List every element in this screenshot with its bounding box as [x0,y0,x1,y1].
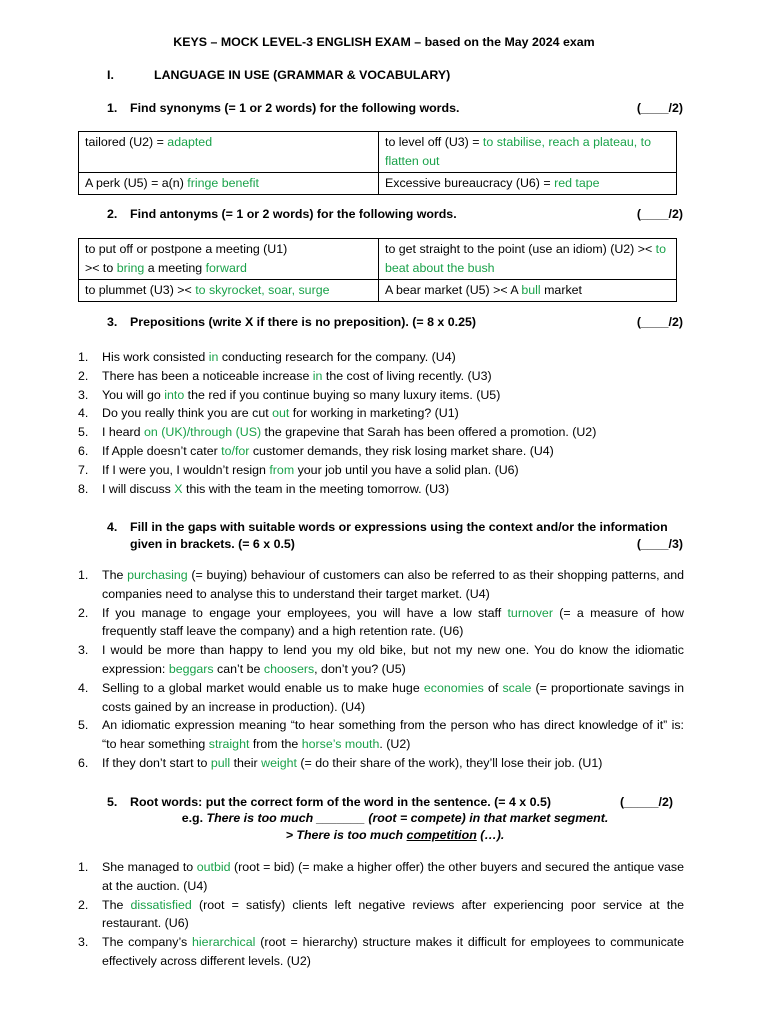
answer: bring [116,261,145,275]
answer: out [272,406,290,421]
example-sentence: There is too much _______ (root = compete) in that market segment. [206,811,609,825]
section-number: I. [107,68,114,82]
q1-heading [107,101,683,115]
answer: on (UK)/through (US) [144,425,262,440]
table-cell: tailored (U2) = adapted [79,132,379,173]
q1-heading-text: Find synonyms (= 1 or 2 words) for the following words. [130,101,460,115]
list-item: 5. An idiomatic expression meaning “to hear something from the person who has direct knowledge of it” is: “to hear something straight from the horse’s mouth. (U2) [78,718,684,752]
answer: weight [261,755,297,770]
q4-score: (____/3) [636,537,683,551]
table-cell: to plummet (U3) >< to skyrocket, soar, surge [79,280,379,302]
example-line: e.g. There is too much _______ (root = compete) in that market segment. [181,811,609,825]
table-cell: Excessive bureaucracy (U6) = red tape [379,173,677,195]
q2-heading-text: Find antonyms (= 1 or 2 words) for the following words. [130,207,457,221]
table-row [79,239,677,280]
answer: scale [502,680,532,695]
answer: to skyrocket, soar, surge [195,283,330,297]
answer: economies [423,680,484,695]
answer: dissatisfied [130,897,192,912]
answer: straight [208,737,250,752]
answer: fringe benefit [187,176,259,190]
q4-heading [107,519,683,553]
answer: horse’s mouth [301,737,380,752]
q5-number: 5. [107,795,118,809]
answer: to/for [221,443,250,458]
synonyms-table [78,131,677,195]
list-item: 1. His work consisted in conducting research for the company. (U4) [78,350,456,364]
q2-score: (____/2) [636,207,683,221]
list-item: 7. If I were you, I wouldn’t resign from your job until you have a solid plan. (U6) [78,462,519,477]
list-item: 1. The purchasing (= buying) behaviour of customers can also be referred to as their shopping patterns, and companies need to analyse this to understand their target market. (U4) [78,568,685,601]
q4-heading-line2: given in brackets. (= 6 x 0.5) [130,537,295,551]
root-words-list [78,858,684,971]
answer: choosers [263,661,315,676]
q5-heading-text: Root words: put the correct form of the word in the sentence. (= 4 x 0.5) [130,795,551,809]
answer: beggars [168,661,214,676]
q4-heading-line1: Fill in the gaps with suitable words or expressions using the context and/or the information [130,520,668,534]
fill-gaps-list [78,566,684,773]
q4-number: 4. [107,520,118,534]
example-answer-line: > There is too much competition (…). [285,828,505,842]
antonyms-table [78,238,677,302]
list-item: 2. The dissatisfied (root = satisfy) clients left negative reviews after experiencing poor service at the restaurant. (U6) [78,897,684,931]
table-row [79,173,677,195]
list-item: 2. There has been a noticeable increase in the cost of living recently. (U3) [78,368,492,383]
q5-score: (_____/2) [619,795,673,809]
answer: pull [210,755,231,770]
list-item: 6. If Apple doesn’t cater to/for customer demands, they risk losing market share. (U4) [78,443,554,458]
answer: turnover [507,605,553,620]
answer: adapted [167,135,213,149]
list-item: 6. If they don’t start to pull their weight (= do their share of the work), they’ll lose their job. (U1) [78,755,603,770]
answer: hierarchical [192,935,256,950]
q3-score: (____/2) [636,315,683,329]
section-heading [107,68,450,82]
section-label: LANGUAGE IN USE (GRAMMAR & VOCABULARY) [154,68,451,82]
answer: in [312,368,323,383]
answer: X [174,481,183,496]
q3-number: 3. [107,315,118,329]
list-item: 4. Do you really think you are cut out for working in marketing? (U1) [78,406,459,421]
table-cell: A perk (U5) = a(n) fringe benefit [79,173,379,195]
q2-number: 2. [107,207,118,221]
list-item: 1. She managed to outbid (root = bid) (= make a higher offer) the other buyers and secured the antique vase at the auction. (U4) [78,860,684,893]
answer: from [269,462,295,477]
answer: red tape [554,176,600,190]
q3-heading-text: Prepositions (write X if there is no preposition). (= 8 x 0.25) [130,315,476,329]
answer: outbid [196,860,231,874]
list-item: 3. I would be more than happy to lend you my old bike, but not my new one. You do know the idiomatic expression: beggars can’t be choosers, don’t you? (U5) [78,643,684,676]
answer: bull [521,283,541,297]
list-item: 4. Selling to a global market would enable us to make huge economies of scale (= proportionate savings in costs gained by an increase in production). (U4) [78,680,685,714]
answer: to stabilise, reach a plateau, to flatten out [385,135,651,168]
prepositions-list [78,348,684,498]
list-item: 5. I heard on (UK)/through (US) the grapevine that Sarah has been offered a promotion. (U2) [78,425,597,440]
list-item: 3. You will go into the red if you continue buying so many luxury items. (U5) [78,387,501,402]
answer: to beat about the bush [385,242,667,275]
table-row [79,132,677,173]
table-cell: to level off (U3) = to stabilise, reach a plateau, to flatten out [379,132,677,173]
q1-number: 1. [107,101,118,115]
example-answer: competition [406,828,477,842]
q2-heading [107,207,683,221]
q1-score: (____/2) [636,101,683,115]
table-cell: A bear market (U5) >< A bull market [379,280,677,302]
answer: in [208,350,219,364]
answer: into [164,387,185,402]
table-row [79,280,677,302]
list-item: 2. If you manage to engage your employees, you will have a low staff turnover (= a measure of how frequently staff leave the company) and a high retention rate. (U6) [78,605,685,639]
table-cell: to get straight to the point (use an idiom) (U2) >< to beat about the bush [379,239,677,280]
document-title: KEYS – MOCK LEVEL-3 ENGLISH EXAM – based on the May 2024 exam [173,35,595,49]
q5-heading [107,795,673,809]
table-cell: to put off or postpone a meeting (U1) >< to bring a meeting forward [79,239,379,280]
q3-heading [107,315,683,329]
list-item: 8. I will discuss X this with the team in the meeting tomorrow. (U3) [78,481,450,496]
answer: forward [205,261,247,275]
list-item: 3. The company’s hierarchical (root = hierarchy) structure makes it difficult for employees to communicate effectively across different levels. (U2) [78,935,684,968]
answer: purchasing [127,568,188,582]
